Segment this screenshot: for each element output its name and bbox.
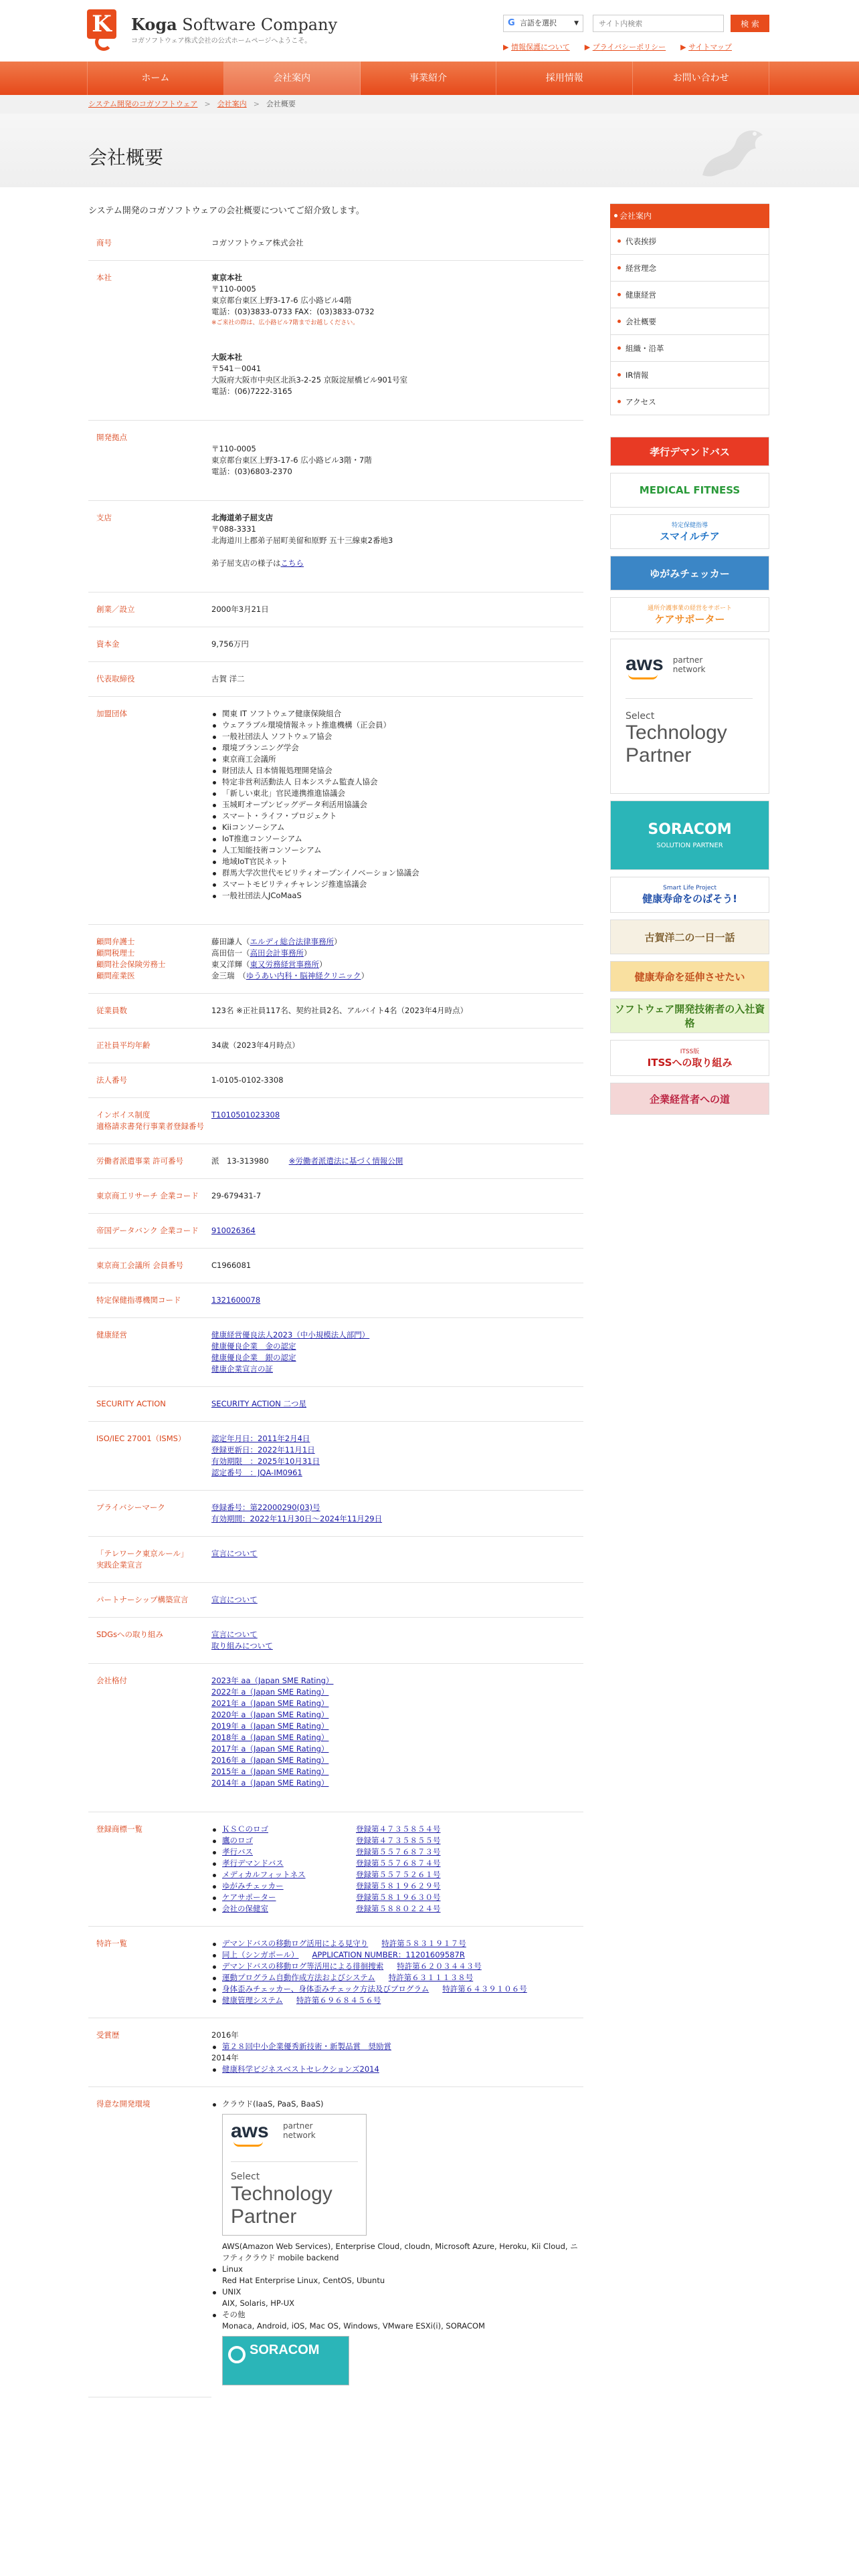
label-tcci: 東京商工会議所 会員番号 bbox=[88, 1249, 211, 1283]
breadcrumb-company[interactable]: 会社案内 bbox=[217, 100, 247, 108]
table-row bbox=[88, 1029, 583, 1063]
value-tcci: C1966081 bbox=[211, 1249, 583, 1283]
trademark-name-link[interactable]: メディカルフィットネス bbox=[222, 1870, 306, 1879]
trademark-name-link[interactable]: 鷹のロゴ bbox=[222, 1836, 253, 1845]
table-row bbox=[88, 226, 583, 261]
advisor-office-link[interactable]: 高田会計事務所 bbox=[250, 948, 304, 958]
table-row bbox=[88, 1214, 583, 1249]
branch-name: 北海道弟子屈支店 bbox=[211, 513, 273, 522]
intro-text: システム開発のコガソフトウェアの会社概要についてご紹介致します。 bbox=[88, 206, 365, 216]
site-search-input[interactable] bbox=[593, 15, 724, 32]
trademark-list bbox=[211, 1824, 583, 1915]
patent-item bbox=[211, 1961, 583, 1972]
value-kenko bbox=[211, 1318, 583, 1387]
breadcrumb: システム開発のコガソフトウェア > 会社案内 > 会社概要 bbox=[0, 95, 859, 114]
patent-item bbox=[211, 1972, 583, 1983]
chevron-down-icon: ▼ bbox=[574, 20, 579, 27]
logo-c-ring bbox=[95, 33, 112, 51]
aws-smile-icon bbox=[628, 674, 658, 679]
advisor-item: 藤田謙人（エルディ総合法律事務所） bbox=[211, 937, 342, 946]
label-tokui: 得意な開発環境 bbox=[88, 2087, 211, 2397]
telework-link[interactable]: 宣言について bbox=[211, 1549, 258, 1558]
member-org-item: 地域IoT官民ネット bbox=[211, 856, 583, 867]
utility-links bbox=[503, 41, 771, 52]
table-row bbox=[88, 1422, 583, 1491]
sidebar-banner[interactable]: 企業経営者への道 bbox=[610, 1083, 769, 1115]
table-row bbox=[88, 1283, 583, 1318]
member-org-item: 特定非営利活動法人 日本システム監査人協会 bbox=[211, 776, 583, 788]
tokyo-office-name: 東京本社 bbox=[211, 273, 242, 282]
osaka-office-name: 大阪本社 bbox=[211, 352, 242, 362]
advisor-office-link[interactable]: 東又労務経営事務所 bbox=[250, 960, 319, 969]
table-row bbox=[88, 1144, 583, 1179]
trademark-number-link[interactable]: 登録第５８１９６２９号 bbox=[356, 1881, 441, 1891]
trademark-item bbox=[211, 1858, 583, 1869]
language-select-label: 言語を選択 bbox=[520, 19, 557, 27]
trademark-number-link[interactable]: 登録第５８８０２２４号 bbox=[356, 1904, 441, 1913]
value-pmark bbox=[211, 1491, 583, 1537]
sidebar-banner[interactable]: 特定保健指導 スマイルチア bbox=[610, 514, 769, 549]
value-tokui bbox=[211, 2087, 583, 2397]
nav-recruit[interactable]: 採用情報 bbox=[496, 62, 633, 95]
trademark-number-link[interactable]: 登録第５５７５２６１号 bbox=[356, 1870, 441, 1879]
rating-link[interactable]: 2018年 a（Japan SME Rating） bbox=[211, 1733, 329, 1742]
rating-link[interactable]: 2020年 a（Japan SME Rating） bbox=[211, 1710, 329, 1719]
member-org-item: 人工知能技術コンソーシアム bbox=[211, 845, 583, 856]
sidebar-banner[interactable]: 孝行デマンドバス bbox=[610, 437, 769, 466]
rating-link[interactable]: 2023年 aa（Japan SME Rating） bbox=[211, 1676, 334, 1685]
label-tdb: 帝国データバンク 企業コード bbox=[88, 1214, 211, 1249]
value-security bbox=[211, 1387, 583, 1422]
branch-photo-link[interactable]: こちら bbox=[280, 558, 304, 568]
pmark-link[interactable]: 登録番号：第22000290(03)号 bbox=[211, 1503, 320, 1512]
nav-home[interactable]: ホーム bbox=[87, 62, 224, 95]
sidebar-banner[interactable]: MEDICAL FITNESS bbox=[610, 473, 769, 508]
patent-name-link[interactable]: 健康管理システム bbox=[222, 1996, 283, 2005]
member-org-item: 「新しい東北」官民連携推進協議会 bbox=[211, 788, 583, 799]
value-shohyo bbox=[211, 1812, 583, 1927]
sidebar-menu-item[interactable]: 経営理念 bbox=[610, 255, 769, 282]
sidebar bbox=[610, 203, 769, 1121]
sidebar-banner[interactable]: ソフトウェア開発技術者の入社資格 bbox=[610, 998, 769, 1033]
table-row bbox=[88, 2087, 583, 2397]
logo-k-mark: K bbox=[87, 9, 116, 39]
rating-link[interactable]: 2014年 a（Japan SME Rating） bbox=[211, 1778, 329, 1788]
patent-item bbox=[211, 1949, 583, 1961]
value-jugyoin: 123名 ※正社員117名、契約社員2名、アルバイト4名（2023年4月時点） bbox=[211, 994, 583, 1029]
language-select[interactable] bbox=[503, 15, 583, 32]
table-row bbox=[88, 1063, 583, 1098]
label-shiten: 支店 bbox=[88, 501, 211, 593]
value-iso bbox=[211, 1422, 583, 1491]
rating-link[interactable]: 2015年 a（Japan SME Rating） bbox=[211, 1767, 329, 1776]
table-row bbox=[88, 1812, 583, 1927]
trademark-item bbox=[211, 1869, 583, 1881]
award-year: 2014年 bbox=[211, 2053, 239, 2062]
member-org-item: 一般社団法人JCoMaaS bbox=[211, 890, 583, 901]
value-shiten bbox=[211, 501, 583, 593]
trademark-name-link[interactable]: 孝行バス bbox=[222, 1847, 253, 1856]
label-tokutei: 特定保健指導機関コード bbox=[88, 1283, 211, 1318]
patent-list bbox=[211, 1938, 583, 2006]
sdgs-link[interactable]: 取り組みについて bbox=[211, 1641, 273, 1650]
nav-contact[interactable]: お問い合わせ bbox=[633, 62, 769, 95]
rating-link[interactable]: 2021年 a（Japan SME Rating） bbox=[211, 1699, 329, 1708]
tokyo-tel: 電話：(03)3833-0733 FAX：(03)3833-0732 bbox=[211, 307, 375, 316]
member-org-item: 群馬大学次世代モビリティオープンイノベーション協議会 bbox=[211, 867, 583, 879]
table-row bbox=[88, 1318, 583, 1387]
patent-number-link[interactable]: 特許第６２０３４４３号 bbox=[397, 1961, 482, 1971]
trademark-name-link[interactable]: ＫＳＣのロゴ bbox=[222, 1824, 268, 1834]
sidebar-banner[interactable]: Smart Life Project 健康寿命をのばそう! bbox=[610, 877, 769, 913]
tdb-code-link[interactable]: 910026364 bbox=[211, 1226, 256, 1235]
table-row bbox=[88, 1664, 583, 1812]
value-tdb bbox=[211, 1214, 583, 1249]
table-row bbox=[88, 662, 583, 697]
award-link[interactable]: 健康科学ビジネスベストセレクションズ2014 bbox=[222, 2064, 379, 2074]
member-org-item: 玉城町オープンビッグデータ利活用協議会 bbox=[211, 799, 583, 811]
table-row bbox=[88, 1491, 583, 1537]
sidebar-menu-item[interactable]: 会社概要 bbox=[610, 308, 769, 335]
label-jusho: 受賞歴 bbox=[88, 2018, 211, 2087]
label-hojin: 法人番号 bbox=[88, 1063, 211, 1098]
sidebar-banners bbox=[610, 437, 769, 1115]
advisor-item: 東又洋輝（東又労務経営事務所） bbox=[211, 960, 327, 969]
table-row bbox=[88, 1179, 583, 1214]
rating-link[interactable]: 2022年 a（Japan SME Rating） bbox=[211, 1687, 329, 1697]
value-shihon: 9,756万円 bbox=[211, 627, 583, 662]
table-row bbox=[88, 1098, 583, 1144]
table-row bbox=[88, 593, 583, 627]
trademark-number-link[interactable]: 登録第５５７６８７４号 bbox=[356, 1858, 441, 1868]
label-kakuzuke: 会社格付 bbox=[88, 1664, 211, 1812]
env-linux: Linux Red Hat Enterprise Linux, CentOS, Ubuntu bbox=[211, 2264, 583, 2286]
label-kenko: 健康経営 bbox=[88, 1318, 211, 1387]
kenko-link[interactable]: 健康経営優良法人2023（中小規模法人部門） bbox=[211, 1330, 370, 1339]
breadcrumb-home[interactable]: システム開発のコガソフトウェア bbox=[88, 100, 198, 108]
kenko-link[interactable]: 健康企業宣言の証 bbox=[211, 1364, 273, 1374]
iso-link[interactable]: 認定年月日：2011年2月4日 bbox=[211, 1434, 310, 1443]
member-org-item: 一般社団法人 ソフトウェア協会 bbox=[211, 731, 583, 742]
sidebar-banner[interactable]: ITSS版 ITSSへの取り組み bbox=[610, 1040, 769, 1076]
member-org-item: Kiiコンソーシアム bbox=[211, 822, 583, 833]
value-hojin: 1-0105-0102-3308 bbox=[211, 1063, 583, 1098]
label-komon: 顧問弁護士 顧問税理士 顧問社会保険労務士 顧問産業医 bbox=[88, 925, 211, 994]
branch-zip: 〒088-3331 bbox=[211, 524, 256, 534]
label-heikin: 正社員平均年齢 bbox=[88, 1029, 211, 1063]
award-year: 2016年 bbox=[211, 2030, 239, 2040]
rating-link[interactable]: 2019年 a（Japan SME Rating） bbox=[211, 1721, 329, 1731]
aws-partner-badge[interactable]: aws partner network Select Technology Partner bbox=[222, 2114, 367, 2236]
label-shihon: 資本金 bbox=[88, 627, 211, 662]
tokyo-zip: 〒110-0005 bbox=[211, 284, 256, 294]
partnership-link[interactable]: 宣言について bbox=[211, 1595, 258, 1604]
sidebar-menu-item[interactable]: 代表挨拶 bbox=[610, 228, 769, 255]
patent-number-link[interactable]: 特許第６３１１１３８号 bbox=[388, 1973, 474, 1982]
member-org-item: 環境ブランニング学会 bbox=[211, 742, 583, 754]
table-row bbox=[88, 994, 583, 1029]
trademark-item bbox=[211, 1881, 583, 1892]
member-org-item: 東京商工会議所 bbox=[211, 754, 583, 765]
value-partnership bbox=[211, 1583, 583, 1618]
sidebar-aws-banner[interactable]: aws partner network Select Technology Partner bbox=[610, 639, 769, 794]
trademark-name-link[interactable]: 会社の保健室 bbox=[222, 1904, 268, 1913]
patent-number-link[interactable]: 特許第６４３９１０６号 bbox=[442, 1984, 527, 1994]
label-honsha: 本社 bbox=[88, 261, 211, 421]
patent-number-link[interactable]: 特許第６９６８４５６号 bbox=[296, 1996, 381, 2005]
label-telework: 「テレワーク東京ルール」 実践企業宣言 bbox=[88, 1537, 211, 1583]
sidebar-banner[interactable]: 通所介護事業の経営をサポート ケアサポーター bbox=[610, 597, 769, 632]
value-kaihatsu bbox=[211, 421, 583, 501]
patent-name-link[interactable]: デマンドバスの移動ログ活用による見守り bbox=[222, 1939, 369, 1948]
label-tokkyo: 特許一覧 bbox=[88, 1927, 211, 2018]
label-shogo: 商号 bbox=[88, 226, 211, 261]
label-tsr: 東京商工リサーチ 企業コード bbox=[88, 1179, 211, 1214]
label-daihyo: 代表取締役 bbox=[88, 662, 211, 697]
soracom-partner-badge[interactable]: SORACOM bbox=[222, 2336, 349, 2385]
trademark-item bbox=[211, 1892, 583, 1903]
title-band bbox=[0, 114, 859, 187]
brand-tagline: コガソフトウェア株式会社の公式ホームページへようこそ。 bbox=[131, 37, 312, 45]
advisor-office-link[interactable]: ゆうあい内科・脳神経クリニック bbox=[246, 971, 361, 980]
branch-note: 弟子屈支店の様子はこちら bbox=[211, 558, 304, 568]
value-invoice bbox=[211, 1098, 583, 1144]
tokyo-address: 東京都台東区上野3-17-6 広小路ビル4階 bbox=[211, 296, 352, 305]
dev-zip: 〒110-0005 bbox=[211, 444, 256, 453]
value-haken: 派 13-313980 ※労働者派遣法に基づく情報公開 bbox=[211, 1144, 583, 1179]
trademark-number-link[interactable]: 登録第４７３５８５５号 bbox=[356, 1836, 441, 1845]
search-button[interactable]: 検 索 bbox=[731, 15, 769, 32]
award-link[interactable]: 第２８回中小企業優秀新技術・新製品賞 奨励賞 bbox=[222, 2042, 391, 2051]
iso-link[interactable]: 認定番号 ：JQA-IM0961 bbox=[211, 1468, 302, 1477]
member-org-item: スマート・ライフ・プロジェクト bbox=[211, 811, 583, 822]
value-heikin: 34歳（2023年4月時点） bbox=[211, 1029, 583, 1063]
member-org-item: 関東 IT ソフトウェア健康保険組合 bbox=[211, 708, 583, 720]
advisor-office-link[interactable]: エルディ総合法律事務所 bbox=[250, 937, 335, 946]
patent-name-link[interactable]: デマンドバスの移動ログ等活用による徘徊捜索 bbox=[222, 1961, 384, 1971]
member-org-item: スマートモビリティチャレンジ推進協議会 bbox=[211, 879, 583, 890]
breadcrumb-current: 会社概要 bbox=[266, 100, 296, 108]
advisor-item: 高田信一（高田会計事務所） bbox=[211, 948, 312, 958]
pmark-link[interactable]: 有効期間：2022年11月30日〜2024年11月29日 bbox=[211, 1514, 383, 1523]
patent-number-link[interactable]: 特許第５８３１９１７号 bbox=[381, 1939, 466, 1948]
page-title: 会社概要 bbox=[88, 146, 164, 169]
rating-link[interactable]: 2016年 a（Japan SME Rating） bbox=[211, 1755, 329, 1765]
table-row bbox=[88, 1927, 583, 2018]
value-tsr: 29-679431-7 bbox=[211, 1179, 583, 1214]
value-kamei bbox=[211, 697, 583, 925]
env-unix: UNIX AIX, Solaris, HP-UX bbox=[211, 2286, 583, 2309]
kenko-link[interactable]: 健康優良企業 銀の認定 bbox=[211, 1353, 296, 1362]
env-cloud: クラウド(IaaS, PaaS, BaaS) aws partner network Select Technology Partner AWS(Amazon Web Services), Enterprise Cloud, cloudn, Microsoft Azure, Heroku, Kii Cloud, ニフティクラウド mobile backend bbox=[211, 2099, 583, 2264]
table-row bbox=[88, 1583, 583, 1618]
table-row bbox=[88, 627, 583, 662]
member-org-item: ウェアラブル環境情報ネット推進機構（正会員） bbox=[211, 720, 583, 731]
sidebar-menu-item[interactable]: 組織・沿革 bbox=[610, 335, 769, 362]
company-info-table bbox=[88, 226, 583, 2397]
dev-address: 東京都台東区上野3-17-6 広小路ビル3階・7階 bbox=[211, 455, 372, 465]
value-shogo: コガソフトウェア株式会社 bbox=[211, 226, 583, 261]
tokutei-code-link[interactable]: 1321600078 bbox=[211, 1295, 261, 1305]
nav-company[interactable]: 会社案内 bbox=[224, 62, 361, 95]
value-komon bbox=[211, 925, 583, 994]
rating-link[interactable]: 2017年 a（Japan SME Rating） bbox=[211, 1744, 329, 1753]
label-sogyo: 創業／設立 bbox=[88, 593, 211, 627]
trademark-item bbox=[211, 1835, 583, 1846]
label-partnership: パートナーシップ構築宣言 bbox=[88, 1583, 211, 1618]
global-nav bbox=[0, 62, 859, 95]
sdgs-link[interactable]: 宣言について bbox=[211, 1630, 258, 1639]
dispatch-info-link[interactable]: ※労働者派遣法に基づく情報公開 bbox=[288, 1156, 403, 1166]
nav-business[interactable]: 事業紹介 bbox=[361, 62, 497, 95]
sidebar-banner[interactable]: 古賀洋二の一日一話 bbox=[610, 920, 769, 954]
value-honsha bbox=[211, 261, 583, 421]
patent-name-link[interactable]: 身体歪みチェッカー、身体歪みチェック方法及びプログラム bbox=[222, 1984, 430, 1994]
patent-item bbox=[211, 1938, 583, 1949]
trademark-item bbox=[211, 1903, 583, 1915]
label-kamei: 加盟団体 bbox=[88, 697, 211, 925]
trademark-number-link[interactable]: 登録第５５７６８７３号 bbox=[356, 1847, 441, 1856]
member-org-item: 財団法人 日本情報処理開発協会 bbox=[211, 765, 583, 776]
label-iso: ISO/IEC 27001（ISMS） bbox=[88, 1422, 211, 1491]
sidebar-head[interactable]: 会社案内 bbox=[610, 204, 769, 228]
iso-link[interactable]: 登録更新日：2022年11月1日 bbox=[211, 1445, 315, 1455]
value-jusho bbox=[211, 2018, 583, 2087]
privacy-policy-link[interactable]: ▶ プライバシーポリシー bbox=[584, 43, 666, 51]
trademark-number-link[interactable]: 登録第５８１９６３０号 bbox=[356, 1893, 441, 1902]
table-row bbox=[88, 925, 583, 994]
trademark-name-link[interactable]: ゆがみチェッカー bbox=[222, 1881, 284, 1891]
trademark-name-link[interactable]: 孝行デマンドバス bbox=[222, 1858, 284, 1868]
env-other: その他 Monaca, Android, iOS, Mac OS, Windows, VMware ESXi(i), SORACOM SORACOM bbox=[211, 2309, 583, 2385]
label-shohyo: 登録商標一覧 bbox=[88, 1812, 211, 1927]
patent-item bbox=[211, 1983, 583, 1995]
value-telework bbox=[211, 1537, 583, 1583]
label-invoice: インボイス制度 適格請求書発行事業者登録番号 bbox=[88, 1098, 211, 1144]
site-header bbox=[0, 0, 859, 62]
label-haken: 労働者派遣事業 許可番号 bbox=[88, 1144, 211, 1179]
value-sogyo: 2000年3月21日 bbox=[211, 593, 583, 627]
value-sdgs bbox=[211, 1618, 583, 1664]
table-row bbox=[88, 1537, 583, 1583]
patent-number-link[interactable]: APPLICATION NUMBER：11201609587R bbox=[312, 1950, 465, 1959]
aws-smile-icon bbox=[233, 2141, 263, 2147]
table-row bbox=[88, 1387, 583, 1422]
value-tokutei bbox=[211, 1283, 583, 1318]
label-sdgs: SDGsへの取り組み bbox=[88, 1618, 211, 1664]
value-kakuzuke bbox=[211, 1664, 583, 1812]
osaka-zip: 〒541－0041 bbox=[211, 364, 262, 373]
company-logo[interactable] bbox=[87, 9, 119, 55]
brand-name[interactable]: Koga Software Company bbox=[131, 15, 338, 34]
dev-tel: 電話：(03)6803-2370 bbox=[211, 467, 292, 476]
table-row bbox=[88, 1249, 583, 1283]
soracom-ring-icon bbox=[228, 2346, 246, 2363]
kenko-link[interactable]: 健康優良企業 金の認定 bbox=[211, 1341, 296, 1351]
trademark-item bbox=[211, 1846, 583, 1858]
iso-link[interactable]: 有効期限 ：2025年10月31日 bbox=[211, 1457, 320, 1466]
member-org-list bbox=[211, 708, 583, 901]
sidebar-banner[interactable]: 健康寿命を延伸させたい bbox=[610, 961, 769, 992]
member-org-item: IoT推進コンソーシアム bbox=[211, 833, 583, 845]
value-tokkyo bbox=[211, 1927, 583, 2018]
table-row bbox=[88, 261, 583, 421]
info-protection-link[interactable]: ▶ 情報保護について bbox=[503, 43, 570, 51]
trademark-number-link[interactable]: 登録第４７３５８５４号 bbox=[356, 1824, 441, 1834]
label-jugyoin: 従業員数 bbox=[88, 994, 211, 1029]
table-row bbox=[88, 421, 583, 501]
table-row bbox=[88, 501, 583, 593]
patent-name-link[interactable]: 運動プログラム自動作成方法およびシステム bbox=[222, 1973, 375, 1982]
table-row bbox=[88, 1618, 583, 1664]
label-pmark: プライバシーマーク bbox=[88, 1491, 211, 1537]
branch-address: 北海道川上郡弟子屈町美留和原野 五十三線東2番地3 bbox=[211, 536, 393, 545]
trademark-name-link[interactable]: ケアサポーター bbox=[222, 1893, 276, 1902]
sitemap-link[interactable]: ▶ サイトマップ bbox=[680, 43, 732, 51]
label-kaihatsu: 開発拠点 bbox=[88, 421, 211, 501]
patent-item bbox=[211, 1995, 583, 2006]
trademark-item bbox=[211, 1824, 583, 1835]
google-g-icon: G bbox=[508, 18, 515, 28]
label-security: SECURITY ACTION bbox=[88, 1387, 211, 1422]
table-row bbox=[88, 2018, 583, 2087]
sidebar-banner[interactable]: SORACOM SOLUTION PARTNER bbox=[610, 800, 769, 870]
value-daihyo: 古賀 洋二 bbox=[211, 662, 583, 697]
osaka-address: 大阪府大阪市中央区北浜3-2-25 京阪淀屋橋ビル901号室 bbox=[211, 375, 408, 385]
patent-name-link[interactable]: 同上（シンガポール） bbox=[222, 1950, 299, 1959]
visit-note: ※ご来社の際は、広小路ビル7階までお越しください。 bbox=[211, 320, 359, 326]
dragon-decoration-icon bbox=[696, 122, 769, 183]
sidebar-menu-item[interactable]: 健康経営 bbox=[610, 282, 769, 308]
invoice-number-link[interactable]: T1010501023308 bbox=[211, 1110, 280, 1119]
sidebar-banner[interactable]: ゆがみチェッカー bbox=[610, 556, 769, 591]
osaka-tel: 電話：(06)7222-3165 bbox=[211, 387, 292, 396]
advisor-item: 金三瑞 （ゆうあい内科・脳神経クリニック） bbox=[211, 971, 369, 980]
sidebar-menu-item[interactable]: アクセス bbox=[610, 389, 769, 415]
sidebar-menu bbox=[610, 203, 769, 415]
security-action-link[interactable]: SECURITY ACTION 二つ星 bbox=[211, 1399, 307, 1408]
sidebar-menu-item[interactable]: IR情報 bbox=[610, 362, 769, 389]
table-row bbox=[88, 697, 583, 925]
